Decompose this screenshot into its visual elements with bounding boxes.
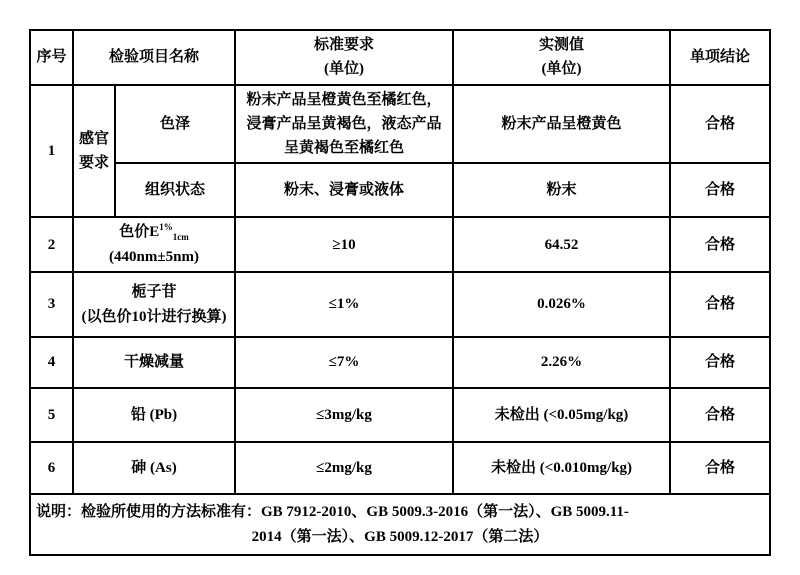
header-cell-measured bbox=[453, 30, 670, 85]
row3-item-line2: (以色价10计进行换算) bbox=[81, 308, 227, 325]
row3-conclusion-cell: 合格 bbox=[670, 272, 770, 337]
header-cell-item: 检验项目名称 bbox=[73, 30, 235, 85]
row5-standard-cell: ≤3mg/kg bbox=[235, 388, 453, 442]
row1b-measured-cell: 粉末 bbox=[453, 163, 670, 217]
methods-note-cell bbox=[30, 494, 770, 555]
table-note-row bbox=[30, 494, 770, 555]
table-row-1-texture bbox=[30, 163, 770, 217]
row5-measured-cell: 未检出 (<0.05mg/kg) bbox=[453, 388, 670, 442]
row6-measured-cell: 未检出 (<0.010mg/kg) bbox=[453, 442, 670, 494]
row2-standard-cell: ≥10 bbox=[235, 217, 453, 272]
row4-standard-cell: ≤7% bbox=[235, 337, 453, 388]
row6-conclusion-cell: 合格 bbox=[670, 442, 770, 494]
row1-no-cell: 1 bbox=[30, 85, 73, 218]
table-row-1-color bbox=[30, 85, 770, 164]
row2-item-cell bbox=[73, 217, 235, 272]
row1a-item-cell: 色泽 bbox=[115, 85, 235, 164]
row3-item-cell bbox=[73, 272, 235, 337]
row4-item-cell: 干燥减量 bbox=[73, 337, 235, 388]
row1b-item-cell: 组织状态 bbox=[115, 163, 235, 217]
row1-group-cell: 感官要求 bbox=[73, 85, 115, 218]
methods-note-line1: 说明：检验所使用的方法标准有：GB 7912-2010、GB 5009.3-2016（第一法）、GB 5009.11- bbox=[36, 504, 629, 521]
row6-item-cell: 砷 (As) bbox=[73, 442, 235, 494]
table-row-4 bbox=[30, 337, 770, 388]
row1a-measured-cell: 粉末产品呈橙黄色 bbox=[453, 85, 670, 164]
row5-no-cell: 5 bbox=[30, 388, 73, 442]
table-row-2 bbox=[30, 217, 770, 272]
row2-item-prefix: 色价E bbox=[119, 224, 160, 241]
table-row-6 bbox=[30, 442, 770, 494]
methods-note-line2: 2014（第一法）、GB 5009.12-2017（第二法） bbox=[251, 528, 549, 545]
inspection-result-table bbox=[29, 29, 771, 556]
row2-item-superscript: 1% bbox=[159, 222, 173, 233]
header-standard-unit: (单位) bbox=[324, 61, 365, 78]
row5-conclusion-cell: 合格 bbox=[670, 388, 770, 442]
row2-item-line1 bbox=[79, 220, 229, 244]
row6-no-cell: 6 bbox=[30, 442, 73, 494]
header-measured-unit: (单位) bbox=[541, 61, 582, 78]
row4-no-cell: 4 bbox=[30, 337, 73, 388]
row5-item-cell: 铅 (Pb) bbox=[73, 388, 235, 442]
row2-measured-cell: 64.52 bbox=[453, 217, 670, 272]
header-measured-label: 实测值 bbox=[539, 37, 585, 53]
row1a-standard-cell: 粉末产品呈橙黄色至橘红色，浸膏产品呈黄褐色，液态产品呈黄褐色至橘红色 bbox=[235, 85, 453, 164]
table-row-3 bbox=[30, 272, 770, 337]
row2-item-line2: (440nm±5nm) bbox=[109, 248, 199, 265]
row3-no-cell: 3 bbox=[30, 272, 73, 337]
header-standard-label: 标准要求 bbox=[314, 37, 375, 53]
table-header-row bbox=[30, 30, 770, 85]
row3-standard-cell: ≤1% bbox=[235, 272, 453, 337]
row2-item-subscript: 1cm bbox=[172, 232, 189, 243]
row1b-standard-cell: 粉末、浸膏或液体 bbox=[235, 163, 453, 217]
header-cell-conclusion: 单项结论 bbox=[670, 30, 770, 85]
row3-measured-cell: 0.026% bbox=[453, 272, 670, 337]
row4-conclusion-cell: 合格 bbox=[670, 337, 770, 388]
row2-no-cell: 2 bbox=[30, 217, 73, 272]
row2-conclusion-cell: 合格 bbox=[670, 217, 770, 272]
header-cell-standard bbox=[235, 30, 453, 85]
table-row-5 bbox=[30, 388, 770, 442]
row4-measured-cell: 2.26% bbox=[453, 337, 670, 388]
row1b-conclusion-cell: 合格 bbox=[670, 163, 770, 217]
row6-standard-cell: ≤2mg/kg bbox=[235, 442, 453, 494]
row3-item-line1: 栀子苷 bbox=[131, 284, 177, 301]
header-cell-no: 序号 bbox=[30, 30, 73, 85]
row1a-conclusion-cell: 合格 bbox=[670, 85, 770, 164]
